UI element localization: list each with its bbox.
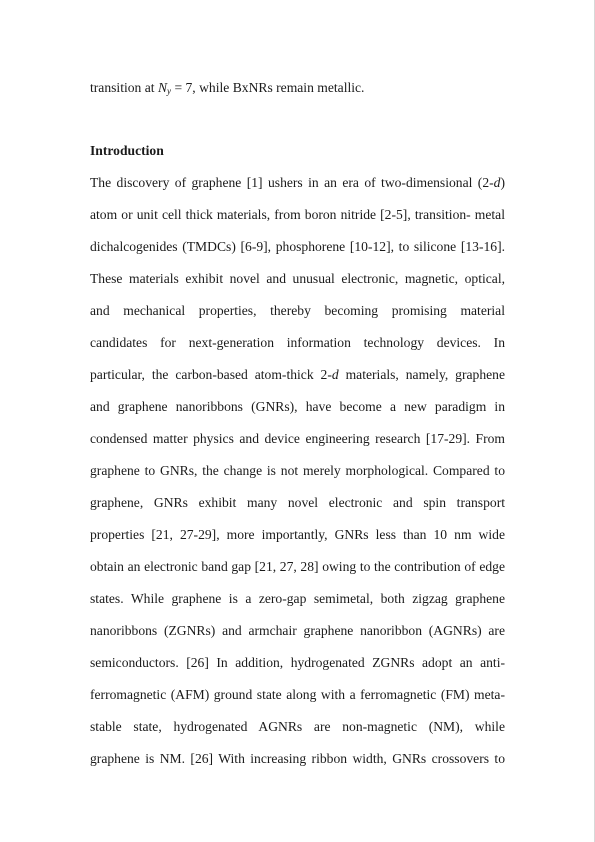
paragraph-line: These materials exhibit novel and unusual electronic, magnetic, optical, — [90, 271, 505, 286]
variable-subscript-y: y — [167, 86, 172, 96]
paragraph-line: and graphene nanoribbons (GNRs), have become a new paradigm in — [90, 399, 505, 414]
paragraph-line: and mechanical properties, thereby becoming promising material — [90, 303, 505, 318]
paragraph-line: states. While graphene is a zero-gap semimetal, both zigzag graphene — [90, 591, 505, 606]
paragraph-line: nanoribbons (ZGNRs) and armchair graphene nanoribbon (AGNRs) are — [90, 623, 505, 638]
paragraph-line: candidates for next-generation information technology devices. In — [90, 335, 505, 350]
abstract-closing-line — [90, 80, 364, 96]
paragraph-line: condensed matter physics and device engineering research [17-29]. From — [90, 431, 505, 446]
paragraph-line: The discovery of graphene [1] ushers in an era of two-dimensional (2-d) — [90, 175, 505, 190]
paragraph-line: ferromagnetic (AFM) ground state along with a ferromagnetic (FM) meta- — [90, 687, 505, 702]
paragraph-line: dichalcogenides (TMDCs) [6-9], phosphorene [10-12], to silicone [13-16]. — [90, 239, 505, 254]
paragraph-line: obtain an electronic band gap [21, 27, 28] owing to the contribution of edge — [90, 559, 505, 574]
paragraph-line: stable state, hydrogenated AGNRs are non-magnetic (NM), while — [90, 719, 505, 734]
abstract-text-start: transition at — [90, 80, 158, 95]
variable-n: N — [157, 80, 168, 95]
section-heading-introduction: Introduction — [90, 143, 164, 158]
paragraph-line: particular, the carbon-based atom-thick 2-d materials, namely, graphene — [90, 367, 505, 382]
paragraph-line: graphene, GNRs exhibit many novel electronic and spin transport — [90, 495, 505, 510]
paragraph-line: atom or unit cell thick materials, from boron nitride [2-5], transition- metal — [90, 207, 505, 222]
paragraph-line: graphene to GNRs, the change is not merely morphological. Compared to — [90, 463, 505, 478]
paragraph-line: graphene is NM. [26] With increasing ribbon width, GNRs crossovers to — [90, 751, 505, 766]
paragraph-line: properties [21, 27-29], more importantly, GNRs less than 10 nm wide — [90, 527, 505, 542]
abstract-text-end: = 7, while BxNRs remain metallic. — [171, 80, 365, 95]
paragraph-line: semiconductors. [26] In addition, hydrogenated ZGNRs adopt an anti- — [90, 655, 505, 670]
